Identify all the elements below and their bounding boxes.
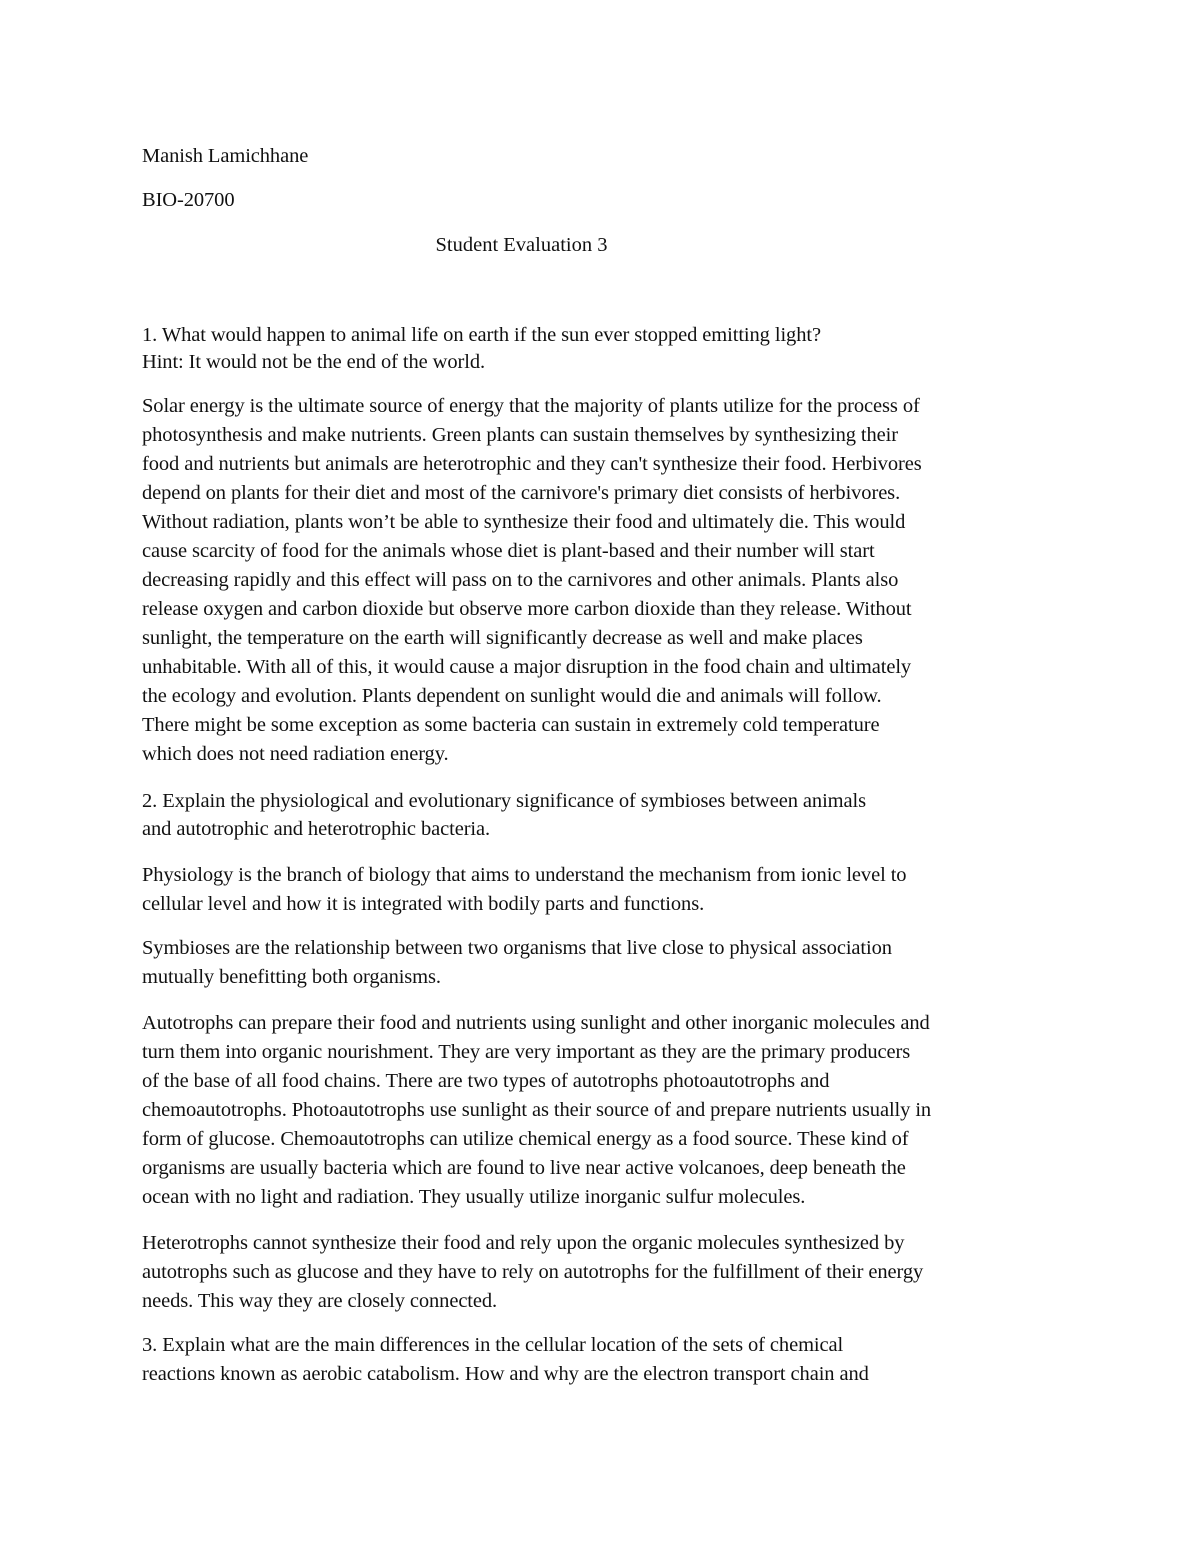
answer-2-para4-line: Heterotrophs cannot synthesize their food and rely upon the organic molecules synthesized by <box>142 1232 905 1254</box>
answer-2-para1-line: cellular level and how it is integrated with bodily parts and functions. <box>142 893 705 915</box>
answer-1-line: cause scarcity of food for the animals whose diet is plant-based and their number will start <box>142 540 875 562</box>
answer-1-line: depend on plants for their diet and most of the carnivore's primary diet consists of herbivores. <box>142 482 901 504</box>
answer-2-para3-line: turn them into organic nourishment. They are very important as they are the primary producers <box>142 1041 911 1063</box>
answer-1-line: food and nutrients but animals are heterotrophic and they can't synthesize their food. Herbivores <box>142 453 922 475</box>
answer-2-para4-line: autotrophs such as glucose and they have to rely on autotrophs for the fulfillment of their energy <box>142 1261 924 1283</box>
answer-2-para3-line: of the base of all food chains. There are two types of autotrophs photoautotrophs and <box>142 1070 830 1092</box>
document-title: Student Evaluation 3 <box>435 234 608 256</box>
answer-1-line: decreasing rapidly and this effect will pass on to the carnivores and other animals. Plants also <box>142 569 899 591</box>
question-1-prompt: 1. What would happen to animal life on earth if the sun ever stopped emitting light? <box>142 324 821 346</box>
question-3-prompt-line: reactions known as aerobic catabolism. How and why are the electron transport chain and <box>142 1363 869 1385</box>
answer-1-line: Without radiation, plants won’t be able to synthesize their food and ultimately die. This would <box>142 511 906 533</box>
answer-2-para2-line: Symbioses are the relationship between two organisms that live close to physical association <box>142 937 892 959</box>
author-name: Manish Lamichhane <box>142 145 309 167</box>
answer-1-line: photosynthesis and make nutrients. Green plants can sustain themselves by synthesizing their <box>142 424 898 446</box>
answer-1-line: sunlight, the temperature on the earth will significantly decrease as well and make places <box>142 627 863 649</box>
question-2-prompt-line: and autotrophic and heterotrophic bacteria. <box>142 818 491 840</box>
answer-2-para3-line: chemoautotrophs. Photoautotrophs use sunlight as their source of and prepare nutrients usually in <box>142 1099 932 1121</box>
answer-2-para3-line: ocean with no light and radiation. They usually utilize inorganic sulfur molecules. <box>142 1186 806 1208</box>
answer-2-para1-line: Physiology is the branch of biology that aims to understand the mechanism from ionic level to <box>142 864 907 886</box>
answer-1-line: release oxygen and carbon dioxide but observe more carbon dioxide than they release. Without <box>142 598 912 620</box>
question-3-prompt-line: 3. Explain what are the main differences in the cellular location of the sets of chemical <box>142 1334 844 1356</box>
answer-1-line: unhabitable. With all of this, it would cause a major disruption in the food chain and ultimately <box>142 656 912 678</box>
answer-2-para3-line: form of glucose. Chemoautotrophs can utilize chemical energy as a food source. These kind of <box>142 1128 909 1150</box>
answer-1-line: Solar energy is the ultimate source of energy that the majority of plants utilize for the process of <box>142 395 920 417</box>
answer-2-para4-line: needs. This way they are closely connected. <box>142 1290 498 1312</box>
answer-1-line: which does not need radiation energy. <box>142 743 449 765</box>
answer-2-para2-line: mutually benefitting both organisms. <box>142 966 441 988</box>
answer-1-line: There might be some exception as some bacteria can sustain in extremely cold temperature <box>142 714 880 736</box>
answer-2-para3-line: Autotrophs can prepare their food and nutrients using sunlight and other inorganic molecules and <box>142 1012 930 1034</box>
answer-1-line: the ecology and evolution. Plants dependent on sunlight would die and animals will follow. <box>142 685 882 707</box>
question-1-hint: Hint: It would not be the end of the world. <box>142 351 485 373</box>
course-code: BIO-20700 <box>142 189 235 211</box>
question-2-prompt-line: 2. Explain the physiological and evolutionary significance of symbioses between animals <box>142 790 866 812</box>
answer-2-para3-line: organisms are usually bacteria which are found to live near active volcanoes, deep beneath the <box>142 1157 906 1179</box>
